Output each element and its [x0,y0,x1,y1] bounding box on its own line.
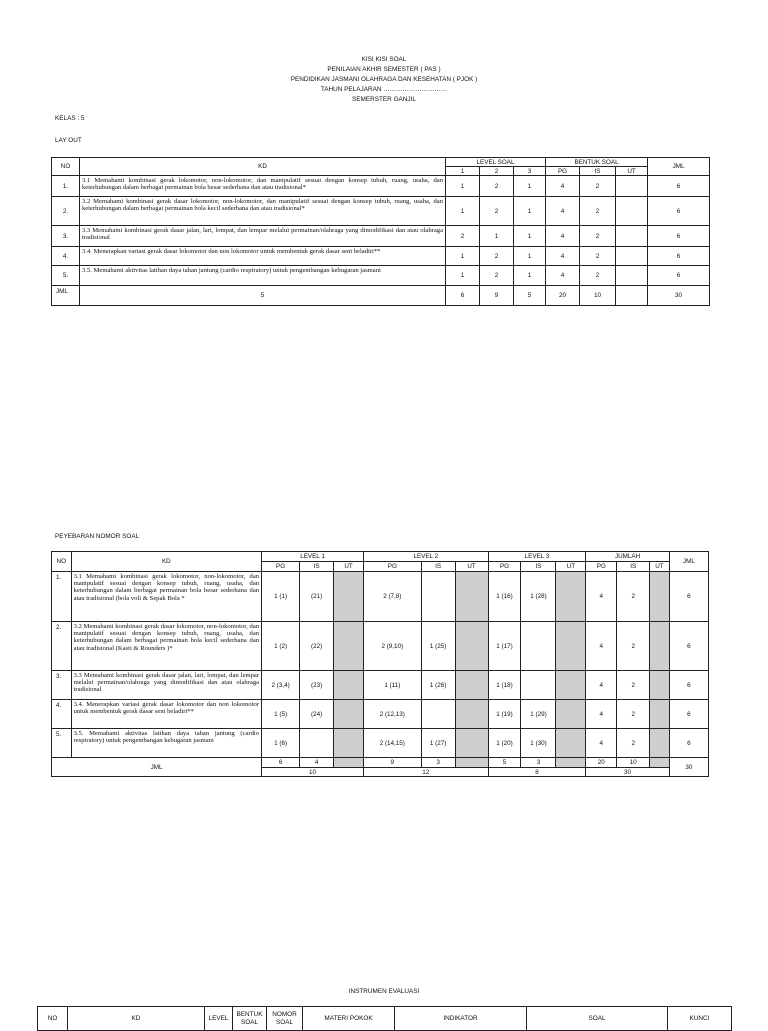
col-level-2: 2 [480,167,514,176]
row-kd: 3.5. Memahami aktivitas latihan daya tahan jantung (cardio respiratory) untuk pengembangan kebugaran jasmani [80,266,446,286]
row-no: 2. [52,622,72,671]
total-l3-ut [556,758,586,768]
col-ut: UT [616,167,648,176]
row-level-2: 2 [480,197,514,226]
row-l2-is [421,572,455,622]
total-jml: 30 [669,758,708,777]
row-jml: 6 [648,176,710,197]
col-kd-header: KD [71,552,262,572]
table-row [52,197,710,226]
distribution-table [51,551,709,777]
row-l2-is: 1 (25) [421,622,455,671]
row-is: 2 [580,226,616,247]
row-l1-is: (23) [300,671,334,700]
row-l2-pg: 2 (9,10) [363,622,421,671]
row-l2-ut [455,572,488,622]
row-no: 3. [52,226,80,247]
total-l3-pg: 5 [488,758,521,768]
total-label: JML [52,286,80,306]
row-jumlah-is: 2 [617,671,650,700]
row-l1-pg: 1 (2) [262,622,300,671]
total-l2-pg: 9 [363,758,421,768]
row-jumlah-is: 2 [617,572,650,622]
row-jumlah-is: 2 [617,729,650,758]
row-ut [616,266,648,286]
col-level-header: LEVEL [205,1007,233,1031]
row-jumlah-pg: 4 [586,700,617,729]
row-ut [616,247,648,266]
sebaran-label: PEYEBARAN NOMOR SOAL [55,533,140,540]
col-level-3: 3 [514,167,546,176]
layout-table [51,157,710,306]
row-ut [616,226,648,247]
row-pg: 4 [546,266,580,286]
col-is: IS [421,562,455,572]
total-jumlah-pg: 20 [586,758,617,768]
row-level-1: 1 [446,247,480,266]
table-row [52,176,710,197]
row-pg: 4 [546,197,580,226]
row-l3-pg: 1 (20) [488,729,521,758]
table-row [52,729,709,758]
col-jml-header: JML [648,158,710,176]
row-l2-ut [455,700,488,729]
row-level-3: 1 [514,226,546,247]
row-level-2: 2 [480,247,514,266]
row-l1-ut [334,729,364,758]
row-kd: 3.1 Memahami kombinasi gerak lokomotor, non-lokomotor, dan manipulatif sesuai dengan konsep tubuh, ruang, usaha, dan keterhubungan dalam berbagai permainan bola besar sederhana dan atau tradisional* [80,176,446,197]
sum-level-2: 12 [363,768,488,777]
row-jumlah-ut [650,729,670,758]
row-l3-pg: 1 (16) [488,572,521,622]
row-l2-is [421,700,455,729]
row-l1-ut [334,671,364,700]
row-l2-ut [455,671,488,700]
row-l1-ut [334,572,364,622]
col-ut: UT [650,562,670,572]
row-pg: 4 [546,226,580,247]
col-indikator-header: INDIKATOR [395,1007,527,1031]
row-jml: 6 [648,197,710,226]
row-pg: 4 [546,247,580,266]
row-jml: 6 [669,622,708,671]
row-jml: 6 [669,700,708,729]
table-total-row [52,758,709,768]
col-pg: PG [488,562,521,572]
row-no: 1. [52,176,80,197]
col-is: IS [521,562,556,572]
total-jumlah-ut [650,758,670,768]
row-jml: 6 [669,572,708,622]
col-level1-header: LEVEL 1 [262,552,364,562]
row-kd: 3.3 Memahami kombinasi gerak dasar jalan, lari, lompat, dan lempar melalui permainan/olahraga yang dimodifikasi dan atau olahraga tradisional [80,226,446,247]
sum-level-3: 8 [488,768,586,777]
row-is: 2 [580,197,616,226]
row-no: 5. [52,729,72,758]
header-semester: SEMERSTER GANJIL [352,96,416,103]
row-jumlah-is: 2 [617,622,650,671]
row-l2-pg: 2 (7,8) [363,572,421,622]
instrumen-label: INSTRUMEN EVALUASI [348,988,420,995]
col-pg: PG [586,562,617,572]
row-level-1: 2 [446,226,480,247]
table-row [52,247,710,266]
total-level-2: 9 [480,286,514,306]
col-pg: PG [262,562,300,572]
row-jumlah-pg: 4 [586,572,617,622]
row-level-2: 2 [480,176,514,197]
col-is: IS [617,562,650,572]
row-jumlah-pg: 4 [586,729,617,758]
row-pg: 4 [546,176,580,197]
row-l3-is: 1 (30) [521,729,556,758]
row-level-2: 1 [480,226,514,247]
total-kd: 5 [80,286,446,306]
col-no-header: NO [38,1007,68,1031]
row-is: 2 [580,176,616,197]
instrument-table [37,1006,732,1031]
col-bentuk-header: BENTUK SOAL [233,1007,267,1031]
row-ut [616,176,648,197]
col-level2-header: LEVEL 2 [363,552,488,562]
row-l1-is [300,729,334,758]
row-kd: 3.5. Memahami aktivitas latihan daya tahan jantung (cardio respiratory) untuk pengembangan kebugaran jasmani [71,729,262,758]
row-no: 2. [52,197,80,226]
row-kd: 3.4. Menerapkan variasi gerak dasar lokomotor dan non lokomotor untuk membentuk gerak dasar seni beladiri** [71,700,262,729]
col-ut: UT [334,562,364,572]
row-kd: 3.1 Memahami kombinasi gerak lokomotor, non-lokomotor, dan manipulatif sesuai dengan konsep tubuh, ruang, usaha, dan keterhubungan dalam berbagai permainan bola besar sederhana dan atau tradisional (bola voli & Sepak Bola * [71,572,262,622]
row-l3-ut [556,622,586,671]
col-ut: UT [455,562,488,572]
kelas-label: KELAS : 5 [55,115,85,122]
row-jumlah-ut [650,572,670,622]
table-row [52,572,709,622]
col-level-1: 1 [446,167,480,176]
row-level-2: 2 [480,266,514,286]
row-l3-pg: 1 (18) [488,671,521,700]
row-jml: 6 [669,729,708,758]
total-l2-ut [455,758,488,768]
row-l2-pg: 2 (12,13) [363,700,421,729]
total-ut [616,286,648,306]
col-jumlah-header: JUMLAH [586,552,669,562]
row-l2-is: 1 (26) [421,671,455,700]
row-l2-is: 1 (27) [421,729,455,758]
sum-level-1: 10 [262,768,364,777]
row-level-3: 1 [514,176,546,197]
row-l1-ut [334,700,364,729]
row-level-3: 1 [514,247,546,266]
row-l1-pg: 2 (3,4) [262,671,300,700]
total-label: JML [52,758,262,777]
col-no-header: NO [52,158,80,176]
col-is: IS [580,167,616,176]
total-jumlah-is: 10 [617,758,650,768]
row-level-1: 1 [446,176,480,197]
row-jml: 6 [648,247,710,266]
row-l1-is: (24) [300,700,334,729]
document-header [0,55,768,105]
row-no: 4. [52,247,80,266]
col-is: IS [300,562,334,572]
row-is: 2 [580,247,616,266]
row-l1-is: (22) [300,622,334,671]
row-l1-pg: 1 (6) [262,729,300,758]
row-l1-pg: 1 (1) [262,572,300,622]
table-row [52,226,710,247]
row-l3-is [521,671,556,700]
row-jml: 6 [648,266,710,286]
total-l1-pg: 6 [262,758,300,768]
col-no-header: NO [52,552,72,572]
table-row [52,266,710,286]
row-l3-pg: 1 (19) [488,700,521,729]
total-l1-is: 4 [300,758,334,768]
row-jumlah-pg: 4 [586,622,617,671]
total-l3-is: 3 [521,758,556,768]
row-l3-ut [556,729,586,758]
total-level-3: 5 [514,286,546,306]
row-l2-pg: 1 (11) [363,671,421,700]
header-year: TAHUN PELAJARAN ………………………… [320,86,448,93]
row-l1-is: (21) [300,572,334,622]
row-jumlah-ut [650,622,670,671]
row-level-1: 1 [446,197,480,226]
row-jumlah-pg: 4 [586,671,617,700]
col-materi-header: MATERI POKOK [303,1007,395,1031]
col-nomor-header: NOMOR SOAL [267,1007,303,1031]
row-jumlah-ut [650,671,670,700]
row-jml: 6 [669,671,708,700]
row-l3-ut [556,700,586,729]
row-l2-ut [455,622,488,671]
row-no: 4. [52,700,72,729]
row-l3-pg: 1 (17) [488,622,521,671]
row-kd: 3.2 Memahami kombinasi gerak dasar lokomotor, non-lokomotor, dan manipulatif sesuai dengan konsep tubuh, ruang, usaha, dan keterhubungan dalam berbagai permainan bola kecil sederhana dan atau tradisional* [80,197,446,226]
col-level-header: LEVEL SOAL [446,158,546,167]
row-jml: 6 [648,226,710,247]
col-kunci-header: KUNCI [668,1007,732,1031]
row-l3-is: 1 (28) [521,572,556,622]
col-bentuk-header: BENTUK SOAL [546,158,648,167]
col-kd-header: KD [68,1007,205,1031]
table-row [52,622,709,671]
row-no: 5. [52,266,80,286]
table-row [52,671,709,700]
row-jumlah-is: 2 [617,700,650,729]
total-l2-is: 3 [421,758,455,768]
col-pg: PG [363,562,421,572]
row-l1-pg: 1 (5) [262,700,300,729]
row-l3-ut [556,671,586,700]
col-soal-header: SOAL [527,1007,668,1031]
header-subject: PENDIDIKAN JASMANI OLAHRAGA DAN KESEHATAN ( PJOK ) [290,76,478,83]
row-no: 3. [52,671,72,700]
row-l3-ut [556,572,586,622]
row-kd: 3.2 Memahami kombinasi gerak dasar lokomotor, non-lokomotor, dan manipulatif sesuai dengan konsep tubuh, ruang, usaha, dan keterhubungan dalam berbagai permainan bola kecil sederhana dan atau tradisional (Kasti & Rounders )* [71,622,262,671]
total-l1-ut [334,758,364,768]
header-exam: PENILAIAN AKHIR SEMESTER ( PAS ) [327,66,441,73]
row-jumlah-ut [650,700,670,729]
row-l2-ut [455,729,488,758]
col-pg: PG [546,167,580,176]
total-level-1: 6 [446,286,480,306]
header-title: KISI KISI SOAL [361,56,407,63]
table-total-row [52,286,710,306]
row-level-1: 1 [446,266,480,286]
sum-jumlah: 30 [586,768,669,777]
row-level-3: 1 [514,197,546,226]
table-row [52,700,709,729]
row-kd: 3.3 Memahami kombinasi gerak dasar jalan, lari, lompat, dan lempar melalui permainan/olahraga yang dimodifikasi dan atau olahraga tradisional [71,671,262,700]
total-pg: 20 [546,286,580,306]
row-kd: 3.4. Menerapkan variasi gerak dasar lokomotor dan non lokomotor untuk membentuk gerak dasar seni beladiri** [80,247,446,266]
row-l3-is: 1 (29) [521,700,556,729]
row-no: 1. [52,572,72,622]
row-l3-is [521,622,556,671]
row-l1-ut [334,622,364,671]
row-ut [616,197,648,226]
total-jml: 30 [648,286,710,306]
row-level-3: 1 [514,266,546,286]
total-is: 10 [580,286,616,306]
layout-label: LAY OUT [55,137,82,144]
col-kd-header: KD [80,158,446,176]
col-level3-header: LEVEL 3 [488,552,586,562]
col-jml-header: JML [669,552,708,572]
row-l2-pg: 2 (14,15) [363,729,421,758]
col-ut: UT [556,562,586,572]
row-is: 2 [580,266,616,286]
